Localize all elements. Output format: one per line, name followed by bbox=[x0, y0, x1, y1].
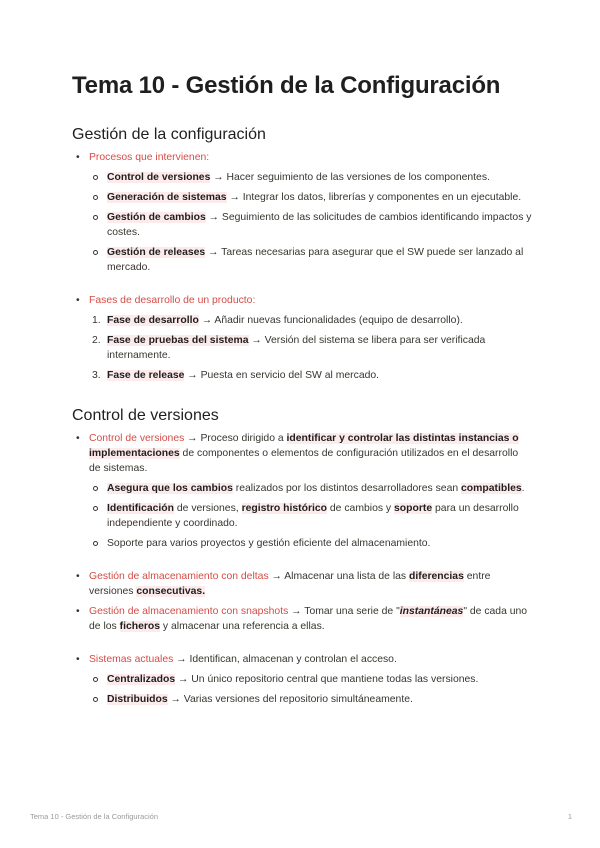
list-item-snapshots bbox=[72, 604, 532, 634]
list-item: Soporte para varios proyectos y gestión eficiente del almacenamiento. bbox=[89, 536, 532, 551]
list-fases bbox=[72, 293, 532, 383]
sublist-procesos bbox=[89, 170, 532, 275]
desc: → Tareas necesarias para asegurar que el SW puede ser lanzado al mercado. bbox=[107, 247, 524, 273]
text: → Proceso dirigido a bbox=[184, 433, 287, 444]
text: " de cada uno de los bbox=[89, 606, 528, 632]
list-item-control-versiones bbox=[72, 431, 532, 551]
term: Fase de release bbox=[107, 370, 185, 381]
list-item bbox=[89, 170, 532, 185]
fases-label: Fases de desarrollo de un producto: bbox=[89, 295, 256, 306]
sublist-sistemas bbox=[89, 672, 532, 707]
text: de componentes o elementos de configuración utilizados en el desarrollo de sistemas. bbox=[89, 448, 519, 474]
text: → Identifican, almacenan y controlan el acceso. bbox=[173, 654, 397, 665]
desc: → Varias versiones del repositorio simultáneamente. bbox=[167, 694, 413, 705]
bold-text: registro histórico bbox=[241, 503, 328, 514]
sist-label: Sistemas actuales bbox=[89, 654, 174, 665]
bold-text: compatibles bbox=[461, 483, 522, 494]
text: realizados por los distintos desarrolladores sean bbox=[232, 483, 462, 494]
text: entre versiones bbox=[89, 571, 491, 597]
text: → Almacenar una lista de las bbox=[268, 571, 409, 582]
text: para un desarrollo independiente y coordinado. bbox=[107, 503, 519, 529]
text: → Tomar una serie de " bbox=[288, 606, 400, 617]
list-item bbox=[89, 501, 532, 531]
term: Gestión de cambios bbox=[107, 212, 206, 223]
desc: → Versión del sistema se libera para ser verificada internamente. bbox=[107, 335, 486, 361]
deltas-label: Gestión de almacenamiento con deltas bbox=[89, 571, 269, 582]
list-item-sistemas bbox=[72, 652, 532, 707]
list-item bbox=[89, 692, 532, 707]
item-number: 2. bbox=[92, 335, 101, 346]
list-gestion bbox=[72, 150, 532, 275]
list-item-deltas bbox=[72, 569, 532, 599]
desc: → Un único repositorio central que mantiene todas las versiones. bbox=[175, 674, 479, 685]
list-item bbox=[89, 672, 532, 687]
desc: → Seguimiento de las solicitudes de cambios identificando impactos y costes. bbox=[107, 212, 532, 238]
bold-text: diferencias bbox=[409, 571, 464, 582]
list-item bbox=[89, 313, 532, 328]
list-almacenamiento bbox=[72, 569, 532, 634]
list-item bbox=[89, 481, 532, 496]
desc: → Integrar los datos, librerías y componentes en un ejecutable. bbox=[226, 192, 522, 203]
text: . bbox=[521, 483, 525, 494]
page-number: 1 bbox=[567, 812, 572, 821]
list-item bbox=[89, 368, 532, 383]
bold-text: identificar y controlar las distintas instancias o implementaciones bbox=[89, 433, 519, 459]
list-item bbox=[89, 333, 532, 363]
page-footer bbox=[30, 812, 572, 821]
list-item-procesos bbox=[72, 150, 532, 275]
procesos-label: Procesos que intervienen: bbox=[89, 152, 210, 163]
sublist-fases bbox=[89, 313, 532, 383]
document-page bbox=[72, 72, 532, 712]
term: Gestión de releases bbox=[107, 247, 206, 258]
cv-label: Control de versiones bbox=[89, 433, 185, 444]
bold-text: Asegura que los cambios bbox=[107, 483, 233, 494]
section-heading-gestion: Gestión de la configuración bbox=[72, 126, 266, 143]
desc: → Añadir nuevas funcionalidades (equipo de desarrollo). bbox=[198, 315, 463, 326]
desc: → Puesta en servicio del SW al mercado. bbox=[184, 370, 380, 381]
footer-title: Tema 10 - Gestión de la Configuración bbox=[30, 812, 158, 821]
list-control bbox=[72, 431, 532, 551]
term: Control de versiones bbox=[107, 172, 211, 183]
bold-text: Identificación bbox=[107, 503, 174, 514]
term: Centralizados bbox=[107, 674, 176, 685]
term: Fase de pruebas del sistema bbox=[107, 335, 249, 346]
section-heading-control: Control de versiones bbox=[72, 407, 219, 424]
term: Distribuidos bbox=[107, 694, 168, 705]
list-item bbox=[89, 190, 532, 205]
sublist-cv bbox=[89, 481, 532, 551]
term: Generación de sistemas bbox=[107, 192, 227, 203]
bold-text: consecutivas. bbox=[136, 586, 206, 597]
term: Fase de desarrollo bbox=[107, 315, 199, 326]
list-item bbox=[89, 245, 532, 275]
text: de versiones, bbox=[173, 503, 242, 514]
item-number: 3. bbox=[92, 370, 101, 381]
list-item-fases bbox=[72, 293, 532, 383]
item-number: 1. bbox=[92, 315, 101, 326]
text: de cambios y bbox=[327, 503, 395, 514]
text: y almacenar una referencia a ellas. bbox=[160, 621, 325, 632]
bold-text: instantáneas bbox=[399, 606, 464, 617]
bold-text: ficheros bbox=[119, 621, 161, 632]
desc: → Hacer seguimiento de las versiones de los componentes. bbox=[210, 172, 490, 183]
snap-label: Gestión de almacenamiento con snapshots bbox=[89, 606, 289, 617]
list-sistemas bbox=[72, 652, 532, 707]
list-item bbox=[89, 210, 532, 240]
page-title: Tema 10 - Gestión de la Configuración bbox=[72, 72, 501, 99]
bold-text: soporte bbox=[394, 503, 433, 514]
